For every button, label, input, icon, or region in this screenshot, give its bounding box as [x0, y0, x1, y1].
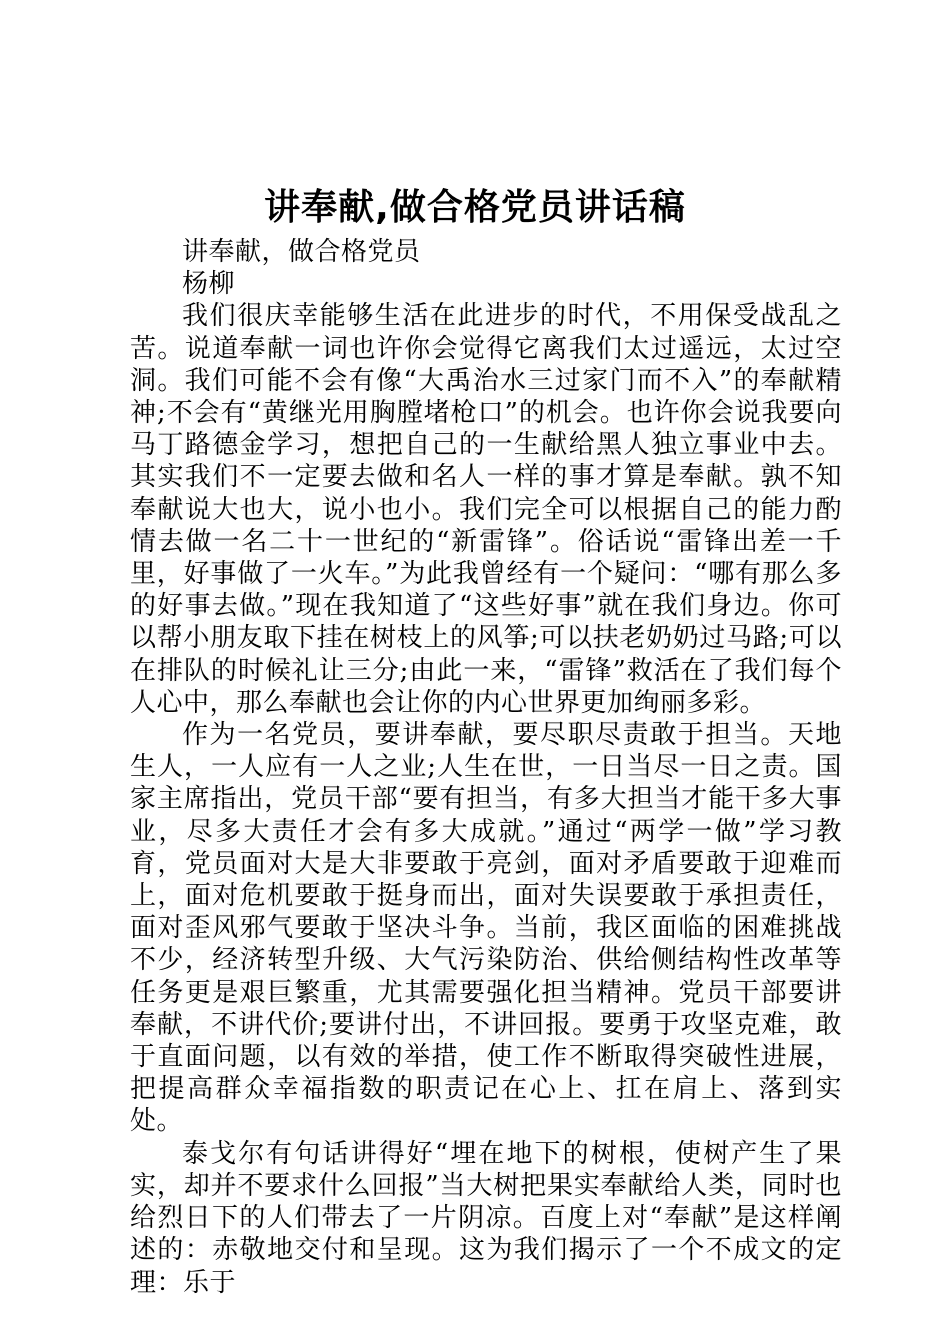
- paragraph: 泰戈尔有句话讲得好“埋在地下的树根，使树产生了果实，却并不要求什么回报”当大树把果实奉献给人类，同时也给烈日下的人们带去了一片阴凉。百度上对“奉献”是这样阐述的：赤敬地交付和呈现。这为我们揭示了一个不成文的定理：乐于: [130, 1138, 842, 1298]
- document-body: [130, 236, 842, 1299]
- document-author: 杨柳: [182, 269, 236, 300]
- document-subtitle: 讲奉献，做合格党员: [182, 237, 421, 267]
- paragraph: 我们很庆幸能够生活在此进步的时代，不用保受战乱之苦。说道奉献一词也许你会觉得它离我们太过遥远，太过空洞。我们可能不会有像“大禹治水三过家门而不入”的奉献精神;不会有“黄继光用胸膛堵枪口”的机会。也许你会说我要向马丁路德金学习，想把自己的一生献给黑人独立事业中去。其实我们不一定要去做和名人一样的事才算是奉献。孰不知奉献说大也大，说小也小。我们完全可以根据自己的能力酌情去做一名二十一世纪的“新雷锋”。俗话说“雷锋出差一千里，好事做了一火车。”为此我曾经有一个疑问：“哪有那么多的好事去做。”现在我知道了“这些好事”就在我们身边。你可以帮小朋友取下挂在树枝上的风筝;可以扶老奶奶过马路;可以在排队的时候礼让三分;由此一来，“雷锋”救活在了我们每个人心中，那么奉献也会让你的内心世界更加绚丽多彩。: [130, 301, 842, 718]
- document-title: 讲奉献,做合格党员讲话稿: [264, 187, 686, 228]
- paragraph: 作为一名党员，要讲奉献，要尽职尽责敢于担当。天地生人，一人应有一人之业;人生在世，一日当尽一日之责。国家主席指出，党员干部“要有担当，有多大担当才能干多大事业，尽多大责任才会有多大成就。”通过“两学一做”学习教育，党员面对大是大非要敢于亮剑，面对矛盾要敢于迎难而上，面对危机要敢于挺身而出，面对失误要敢于承担责任，面对歪风邪气要敢于坚决斗争。当前，我区面临的困难挑战不少，经济转型升级、大气污染防治、供给侧结构性改革等任务更是艰巨繁重，尤其需要强化担当精神。党员干部要讲奉献，不讲代价;要讲付出，不讲回报。要勇于攻坚克难，敢于直面问题，以有效的举措，使工作不断取得突破性进展，把提高群众幸福指数的职责记在心上、扛在肩上、落到实处。: [130, 720, 842, 1137]
